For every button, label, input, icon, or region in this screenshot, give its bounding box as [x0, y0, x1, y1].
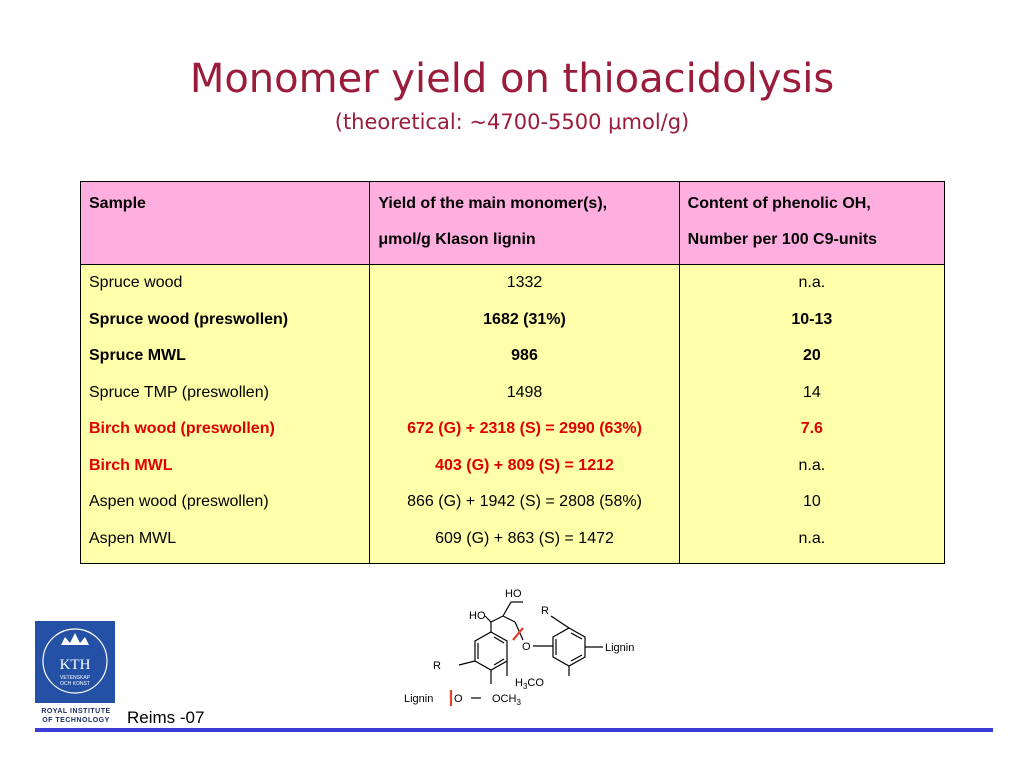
header-sample-label: Sample [89, 195, 146, 212]
label-lignin-right: Lignin [605, 642, 635, 654]
cell-yield: 403 (G) + 809 (S) = 1212 [370, 448, 679, 485]
cell-yield: 866 (G) + 1942 (S) = 2808 (58%) [370, 484, 679, 521]
logo-text: KTH [59, 657, 91, 673]
cell-phenolic: n.a. [679, 448, 944, 485]
footer-rule [35, 728, 993, 732]
cell-sample: Birch MWL [81, 448, 370, 485]
logo-caption-line2: OF TECHNOLOGY [42, 717, 110, 724]
yield-table [80, 181, 945, 564]
slide-subtitle: (theoretical: ~4700-5500 μmol/g) [334, 110, 690, 134]
cell-sample: Spruce MWL [81, 338, 370, 375]
header-phenolic [679, 182, 944, 265]
cell-yield: 986 [370, 338, 679, 375]
table-row [81, 484, 945, 521]
cell-phenolic: 10-13 [679, 302, 944, 339]
kth-logo [35, 621, 115, 703]
cell-sample: Aspen MWL [81, 521, 370, 564]
cell-yield: 672 (G) + 2318 (S) = 2990 (63%) [370, 411, 679, 448]
cell-yield: 1332 [370, 265, 679, 302]
label-o-bottom: O [454, 693, 463, 705]
left-benzene-ring [475, 632, 507, 670]
cell-yield: 609 (G) + 863 (S) = 1472 [370, 521, 679, 564]
label-h3co: $H_3CO$ [515, 677, 544, 691]
table-row [81, 338, 945, 375]
footer-text: Reims -07 [127, 708, 205, 727]
cell-yield: 1682 (31%) [370, 302, 679, 339]
label-r-left: R [433, 660, 441, 672]
table-row [81, 521, 945, 564]
cell-phenolic: n.a. [679, 521, 944, 564]
table-row [81, 411, 945, 448]
cell-phenolic: 14 [679, 375, 944, 412]
cell-sample: Birch wood (preswollen) [81, 411, 370, 448]
table-row [81, 375, 945, 412]
header-phenolic-line1: Content of phenolic OH, [687, 195, 871, 212]
cell-sample: Aspen wood (preswollen) [81, 484, 370, 521]
cell-sample: Spruce TMP (preswollen) [81, 375, 370, 412]
cell-phenolic: 20 [679, 338, 944, 375]
crown-emblem-icon [35, 621, 115, 703]
label-och3: $OCH_3$ [492, 693, 521, 707]
logo-caption [35, 707, 117, 725]
cell-phenolic: 10 [679, 484, 944, 521]
lignin-structure-diagram [395, 580, 665, 715]
cell-sample: Spruce wood [81, 265, 370, 302]
table-row [81, 448, 945, 485]
cell-phenolic: 7.6 [679, 411, 944, 448]
logo-motto-line1: VETENSKAP [59, 675, 91, 681]
label-ho-left: HO [469, 610, 486, 622]
header-sample [81, 182, 370, 265]
header-phenolic-line2: Number per 100 C9-units [687, 231, 878, 248]
header-yield-line1: Yield of the main monomer(s), [378, 195, 608, 212]
logo-caption-line1: ROYAL INSTITUTE [41, 708, 111, 715]
cell-phenolic: n.a. [679, 265, 944, 302]
header-yield-line2: μmol/g Klason lignin [378, 231, 536, 248]
table-header-row [81, 182, 945, 265]
table-row [81, 302, 945, 339]
label-o-mid: O [522, 641, 531, 653]
cell-sample: Spruce wood (preswollen) [81, 302, 370, 339]
label-lignin-left: Lignin [404, 693, 434, 705]
slide-title: Monomer yield on thioacidolysis [189, 56, 835, 102]
label-ho-top: HO [505, 588, 522, 600]
table-row [81, 265, 945, 302]
right-benzene-ring [553, 628, 585, 666]
header-yield [370, 182, 679, 265]
logo-motto-line2: OCH KONST [60, 681, 90, 687]
cell-yield: 1498 [370, 375, 679, 412]
label-r-right: R [541, 605, 549, 617]
